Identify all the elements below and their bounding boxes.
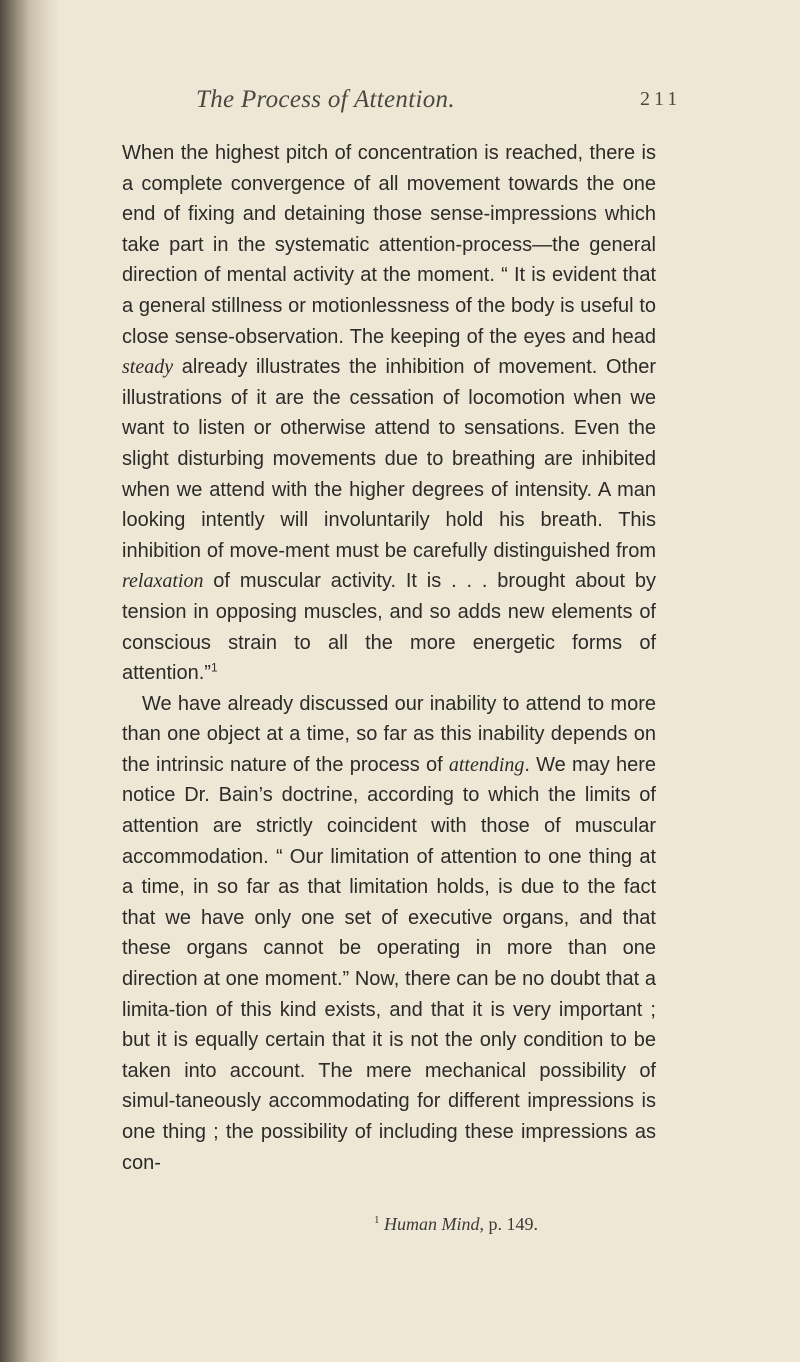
paragraph: When the highest pitch of concentration is reached, there is a complete convergence of all movement towards the one end of fixing and detaining those sense-impressions which take part in the systematic attention-process—the general direction of mental activity at the moment. “ It is evident that a general stillness or motionlessness of the body is useful to close sense-observation. The keeping of the eyes and head steady already illustrates the inhibition of movement. Other illustrations of it are the cessation of locomotion when we want to listen or otherwise attend to sensations. Even the slight disturbing movements due to breathing are inhibited when we attend with the higher degrees of intensity. A man looking intently will involuntarily hold his breath. This inhibition of move-ment must be carefully distinguished from relaxation of muscular activity. It is . . . brought about by tension in opposing muscles, and so adds new elements of conscious strain to all the more energetic forms of attention.”$^1$ bbox=[122, 142, 656, 685]
footnote-marker: 1 bbox=[374, 1214, 380, 1226]
running-header: The Process of Attention. bbox=[196, 86, 455, 113]
footnote-source: Human Mind bbox=[384, 1214, 480, 1234]
italic-emphasis: relaxation bbox=[122, 570, 204, 593]
footnote-ref: 1 bbox=[210, 660, 218, 675]
paragraph: We have already discussed our inability to attend to more than one object at a time, so far as this inability depends on the intrinsic nature of the process of attending. We may here notice Dr. Bain’s doctrine, according to which the limits of attention are strictly coincident with those of muscular accommodation. “ Our limitation of attention to one thing at a time, in so far as that limitation holds, is due to the fact that we have only one set of executive organs, and that these organs cannot be operating in more than one direction at one moment.” Now, there can be no doubt that a limita-tion of this kind exists, and that it is very important ; but it is equally certain that it is not the only condition to be taken into account. The mere mechanical possibility of simul-taneously accommodating for different impressions is one thing ; the possibility of including these impressions as con- bbox=[122, 692, 656, 1174]
body-text bbox=[122, 138, 656, 1178]
footnote-page: , p. 149. bbox=[479, 1214, 538, 1234]
page-number: 211 bbox=[640, 88, 682, 110]
italic-emphasis: steady bbox=[122, 356, 174, 379]
footnote bbox=[374, 1214, 538, 1235]
italic-emphasis: attending bbox=[448, 753, 525, 776]
